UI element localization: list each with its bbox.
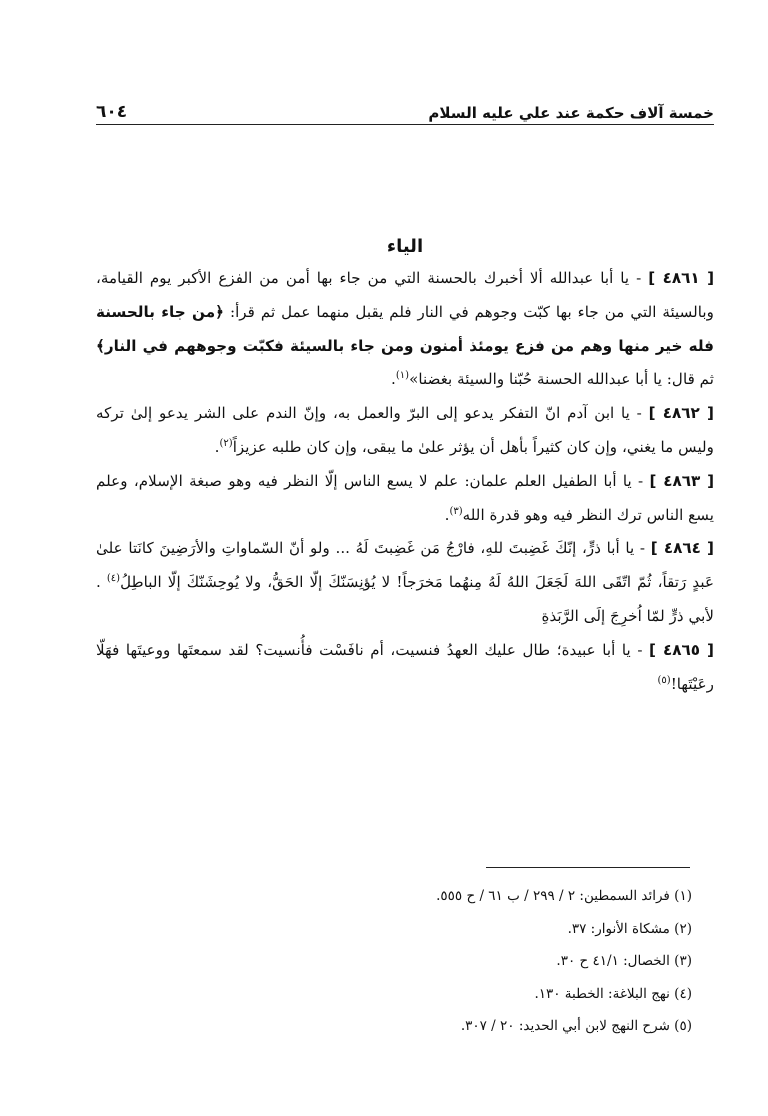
entry-4864 (96, 532, 714, 633)
page-number: ٦٠٤ (96, 102, 128, 122)
footnote-4: (٤) نهج البلاغة: الخطبة ١٣٠. (534, 985, 692, 1002)
entry-text: - يا أبا الطفيل العلم علمان: علم لا يسع الناس إلّا النظر فيه وهو صبغة الإسلام، وعلم يسع الناس ترك النظر فيه وهو قدرة الله (96, 471, 714, 524)
footnotes (96, 880, 714, 1043)
running-header (96, 92, 714, 122)
footnote-marker[interactable]: (٥) (657, 674, 671, 686)
entry-number: [ ٤٨٦٣ ] (649, 471, 715, 490)
section-title: الياء (386, 236, 424, 257)
entry-4865 (96, 634, 714, 702)
footnote-5: (٥) شرح النهج لابن أبي الحديد: ٢٠ / ٣٠٧. (460, 1018, 692, 1034)
entry-text: - يا أبا عبيدة؛ طال عليك العهدُ فنسيت، أم نافَسْت فأُنسيت؟ لقد سمعتَها ووعيتَها فهَلّا رعَيْتَها! (96, 640, 714, 693)
footnote-3: (٣) الخصال: ٤١/١ ح ٣٠. (556, 953, 692, 969)
header-rule (96, 124, 714, 125)
body-text (96, 262, 714, 701)
entry-text: - يا أبا ذرٍّ، إنّكَ غَضِبتَ للهِ، فارْجُ مَن غَضِبتَ لَهُ ... ولو أنّ السّماواتِ والأرَضِينَ كانَتا علىٰ عَبدٍ رَتقاً، ثُمّ اتّقَى اللهَ لَجَعَلَ اللهُ لَهُ مِنهُما مَخرَجاً! لا يُؤنِسَنّكَ إلّا الحَقُّ، ولا يُوحِشَنّكَ إلّا الباطِلُ (96, 539, 715, 592)
entry-4861: [ ٤٨٦١ ] - يا أبا عبدالله ألا أخبرك بالحسنة التي من جاء بها أمن من الفزع الأكبر يوم القيامة، وبالسيئة التي من جاء بها كبّت وجوهم في النار فلم يقبل منهما عمل ثم قرأ: ﴿من جاء بالحسنة فله خير منها وهم من فزع يومئذ أمنون ومن جاء بالسيئة فكبّت وجوههم في النار﴾ ثم قال: يا أبا عبدالله الحسنة حُبّنا والسيئة بغضنا»$^{(١)}$. (96, 269, 715, 389)
entry-number: [ ٤٨٦٤ ] (650, 539, 714, 558)
entry-text: - يا ابن آدم انّ التفكر يدعو إلى البرّ والعمل به، وإنّ الندم على الشر يدعو إلىٰ تركه وليس ما يغني، وإن كان كثيراً بأهل أن يؤثر علىٰ ما يبقى، وإن كان طلبه عزيزاً (96, 404, 714, 456)
footnote-marker[interactable]: (٤) (106, 573, 121, 585)
entry-4863: [ ٤٨٦٣ ] - يا أبا الطفيل العلم علمان: علم لا يسع الناس إلّا النظر فيه وهو صبغة الإسلام، وعلم يسع الناس ترك النظر فيه وهو قدرة الله$^{(٣)}$. (96, 471, 715, 524)
footnote-marker[interactable]: (٣) (449, 505, 463, 517)
footnote-marker[interactable]: (٢) (219, 437, 233, 449)
footnote-rule (486, 867, 690, 868)
footnote-1: (١) فرائد السمطين: ٢ / ٢٩٩ / ب ٦١ / ح ٥٥٥. (436, 888, 692, 904)
entry-text: - يا أبا عبدالله ألا أخبرك بالحسنة التي من جاء بها أمن من الفزع الأكبر يوم القيامة، وبالسيئة التي من جاء بها كبّت وجوهم في النار فلم يقبل منهما عمل ثم قرأ: (96, 269, 714, 321)
book-title: خمسة آلاف حكمة عند علي عليه السلام (428, 104, 714, 122)
entry-number: [ ٤٨٦٥ ] (649, 640, 714, 659)
footnote-2: (٢) مشكاة الأنوار: ٣٧. (567, 920, 692, 937)
entry-text-continued: ثم قال: يا أبا عبدالله الحسنة حُبّنا والسيئة بغضنا» (409, 370, 714, 389)
entry-number: [ ٤٨٦٢ ] (648, 404, 714, 423)
entry-4862: [ ٤٨٦٢ ] - يا ابن آدم انّ التفكر يدعو إلى البرّ والعمل به، وإنّ الندم على الشر يدعو إلىٰ تركه وليس ما يغني، وإن كان كثيراً بأهل أن يؤثر علىٰ ما يبقى، وإن كان طلبه عزيزاً$^{(٢)}$. (96, 404, 714, 456)
entry-text-continued: . لأبي ذرٍّ لمّا اُخرِجَ إلَى الرَّبَذةِ (96, 573, 714, 625)
entry-number: [ ٤٨٦١ ] (648, 269, 715, 287)
footnote-marker[interactable]: (١) (395, 370, 410, 382)
quran-verse: ﴿من جاء بالحسنة فله خير منها وهم من فزع يومئذ أمنون ومن جاء بالسيئة فكبّت وجوههم في النار﴾ (96, 302, 714, 355)
